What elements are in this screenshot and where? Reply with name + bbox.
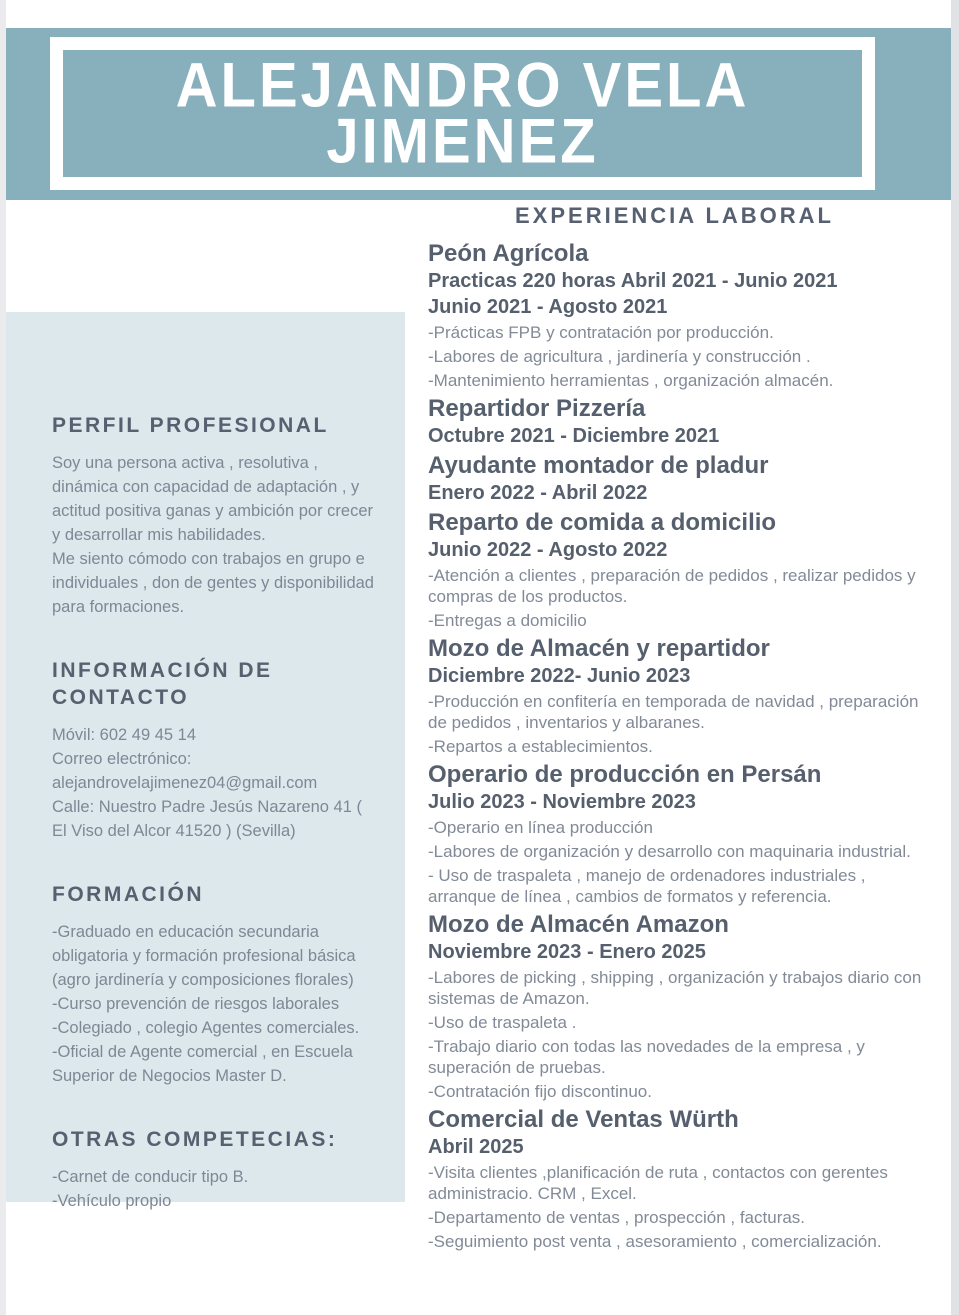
section-heading-contacto: INFORMACIÓN DE CONTACTO <box>52 659 273 709</box>
job-bullet: -Trabajo diario con todas las novedades de la empresa , y superación de pruebas. <box>428 1037 865 1077</box>
job-bullet: -Contratación fijo discontinuo. <box>428 1082 652 1101</box>
header-band <box>6 28 951 200</box>
name-title-line1: ALEJANDRO VELA <box>175 49 750 121</box>
header-frame <box>50 37 875 190</box>
section-heading-otras: OTRAS COMPETECIAS: <box>52 1128 338 1151</box>
section-heading-formacion: FORMACIÓN <box>52 883 204 906</box>
job-entry <box>428 635 928 757</box>
job-date: Julio 2023 - Noviembre 2023 <box>428 791 696 813</box>
job-entry <box>428 911 928 1102</box>
job-bullet: -Labores de picking , shipping , organización y trabajos diario con sistemas de Amazon. <box>428 968 922 1008</box>
job-entry <box>428 761 928 907</box>
job-title: Mozo de Almacén y repartidor <box>428 635 770 662</box>
job-date: Enero 2022 - Abril 2022 <box>428 482 648 504</box>
section-perfil <box>52 412 375 619</box>
formacion-item: -Curso prevención de riesgos laborales <box>52 995 340 1013</box>
job-bullet: -Atención a clientes , preparación de pedidos , realizar pedidos y compras de los productos. <box>428 566 916 606</box>
job-bullet: -Visita clientes ,planificación de ruta , contactos con gerentes administracio. CRM , Excel. <box>428 1163 888 1203</box>
job-date: Noviembre 2023 - Enero 2025 <box>428 941 706 963</box>
job-title: Repartidor Pizzería <box>428 395 646 422</box>
job-entry <box>428 1106 928 1252</box>
job-entry <box>428 509 928 631</box>
job-bullet: -Seguimiento post venta , asesoramiento , comercialización. <box>428 1232 882 1251</box>
job-title: Operario de producción en Persán <box>428 761 822 788</box>
job-bullet: -Labores de agricultura , jardinería y construcción . <box>428 347 811 366</box>
job-date: Diciembre 2022- Junio 2023 <box>428 665 691 687</box>
section-formacion <box>52 881 375 1088</box>
job-entry <box>428 395 928 448</box>
job-date: Junio 2022 - Agosto 2022 <box>428 539 668 561</box>
experience-heading: EXPERIENCIA LABORAL <box>515 203 834 228</box>
formacion-item: -Colegiado , colegio Agentes comerciales. <box>52 1019 360 1037</box>
perfil-paragraph: Soy una persona activa , resolutiva , dinámica con capacidad de adaptación , y actitud positiva ganas y ambición por crecer y desarrollar mis habilidades. <box>52 454 373 544</box>
job-bullet: -Labores de organización y desarrollo con maquinaria industrial. <box>428 842 911 861</box>
job-date: Octubre 2021 - Diciembre 2021 <box>428 425 720 447</box>
name-title-line2: JIMENEZ <box>326 105 599 177</box>
section-contacto <box>52 657 375 843</box>
contact-line-email-label: Correo electrónico: <box>52 750 192 768</box>
job-title: Ayudante montador de pladur <box>428 452 769 479</box>
job-date: Junio 2021 - Agosto 2021 <box>428 296 668 318</box>
job-title: Comercial de Ventas Würth <box>428 1106 739 1133</box>
otras-item: -Carnet de conducir tipo B. <box>52 1168 249 1186</box>
job-date: Abril 2025 <box>428 1136 524 1158</box>
section-otras-competencias <box>52 1126 375 1213</box>
job-bullet: -Prácticas FPB y contratación por producción. <box>428 323 774 342</box>
job-bullet: -Producción en confitería en temporada de navidad , preparación de pedidos , inventarios y albaranes. <box>428 692 919 732</box>
page-edge-right <box>951 0 959 1315</box>
formacion-item: -Oficial de Agente comercial , en Escuela Superior de Negocios Master D. <box>52 1043 353 1085</box>
section-heading-perfil: PERFIL PROFESIONAL <box>52 414 329 437</box>
job-bullet: -Entregas a domicilio <box>428 611 587 630</box>
job-date: Practicas 220 horas Abril 2021 - Junio 2021 <box>428 270 838 292</box>
job-title: Reparto de comida a domicilio <box>428 509 777 536</box>
contact-line-address: Calle: Nuestro Padre Jesús Nazareno 41 ( El Viso del Alcor 41520 ) (Sevilla) <box>52 798 362 840</box>
job-title: Peón Agrícola <box>428 240 589 267</box>
job-bullet: -Uso de traspaleta . <box>428 1013 577 1032</box>
job-entry <box>428 240 928 391</box>
job-bullet: -Operario en línea producción <box>428 818 653 837</box>
job-bullet: -Departamento de ventas , prospección , facturas. <box>428 1208 806 1227</box>
perfil-paragraph: Me siento cómodo con trabajos en grupo e individuales , don de gentes y disponibilidad para formaciones. <box>52 550 374 616</box>
sidebar <box>6 312 405 1210</box>
job-bullet: - Uso de traspaleta , manejo de ordenadores industriales , arranque de línea , cambios de formatos y referencia. <box>428 866 866 906</box>
job-title: Mozo de Almacén Amazon <box>428 911 729 938</box>
contact-line-email: alejandrovelajimenez04@gmail.com <box>52 774 318 792</box>
job-bullet: -Repartos a establecimientos. <box>428 737 653 756</box>
formacion-item: -Graduado en educación secundaria obligatoria y formación profesional básica (agro jardinería y composiciones florales) <box>52 923 356 989</box>
job-entry <box>428 452 928 505</box>
job-bullet: -Mantenimiento herramientas , organización almacén. <box>428 371 834 390</box>
experience-column <box>428 240 928 1252</box>
contact-line-phone: Móvil: 602 49 45 14 <box>52 726 197 744</box>
otras-item: -Vehículo propio <box>52 1192 172 1210</box>
